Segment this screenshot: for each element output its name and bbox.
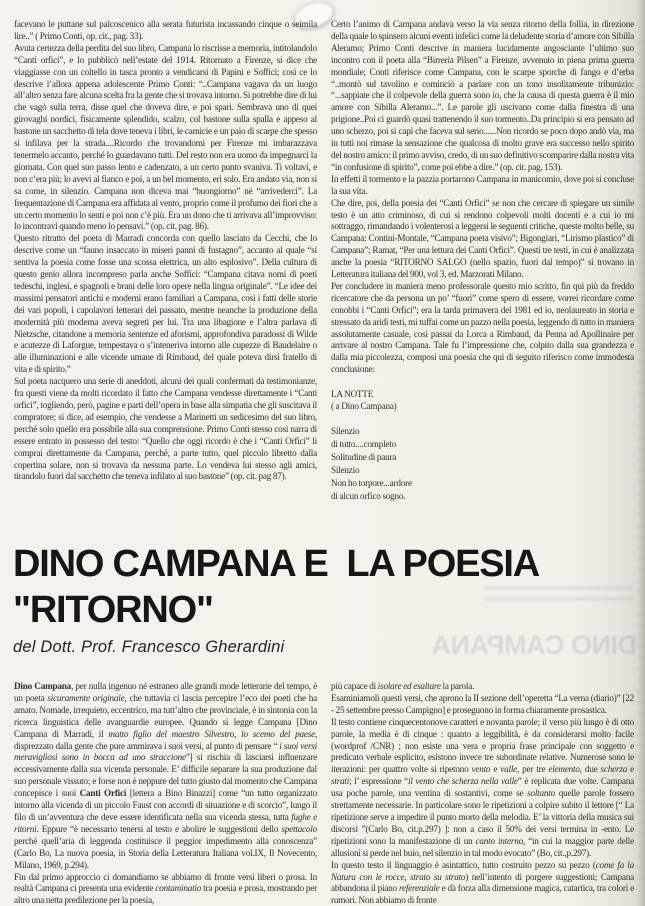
article-byline: del Dott. Prof. Francesco Gherardini [13,638,285,656]
paragraph [14,681,317,872]
text-run: Canti Orfici [79,788,127,799]
text-run: quelle parole fossero strettamente necessarie. In particolare sono le ripetizioni a colpire subito il lettore [“ La ripetizione serve a impedire il punto morto della melodia. E’ la vittoria della musica sui discorsi ”(Carlo Bo, cit.p.297) ]: non a caso il 50% dei versi termina in -ento. Le ripetizioni sono la manifestazione di un [331,788,634,846]
top-text-section [14,19,634,543]
paragraph [331,281,634,376]
text-run: isolare ed esaltare [377,681,441,691]
text-run: contaminatio [155,883,202,894]
top-right-paragraphs [331,19,634,376]
text-run: strati [331,776,350,787]
text-run: i suoi versi meravigliosi sono in bocca ad uno straccione [14,740,317,763]
poem-line: Solitudine di paura [331,452,397,462]
text-run: e [627,764,634,775]
paragraph [331,860,634,906]
poem-line: Non ho torpore...ardore [331,478,412,488]
text-run: , per tre [517,764,549,775]
text-run: , disprezzato dalla gente che pure ammirava i suoi versi, al punto di pensare “ [14,728,317,751]
text-run: , per nulla ingenuo né estraneo alle grandi mode letterarie del tempo, è un poeta [14,681,317,703]
bottom-right-column [331,681,634,906]
text-run: Il testo contiene cinquecentonove caratteri e novanta parole; il verso più lungo è di otto parole, la media è di cinque : quanto a leggibilità, è da considerarsi molto facile (wordprof /CNR) ; non esiste una vera e propria frase principale con soggetto e predicato verbale esplicito, esistono invece tre subordinate relative. Numerose sono le iterazioni: per quattro volte si ripetono [331,716,634,775]
poem-line: di alcun orfico sogno. [331,491,406,501]
paragraph [14,43,317,234]
text-run: Che dire, poi, della poesia dei “Canti Orfici” se non che cercare di spiegare un simile testo è un atto criminoso, di cui si rendono colpevoli molti docenti e a cui io mi sottraggo, rimandando i volenterosi a leggersi le seguenti critiche, queste molto belle, su Campana: Contini-Montale, “Campana poeta visivo”; Bigongiari, “Lirismo plastico” di Campana”; Ramat, “Per una lettura dei Canti Orfici”. Questi tre testi, in cui è analizzata anche la poesia “RITORNO SALGO (nello spazio, fuori dal tempo)” si trovano in Letteratura italiana del 900, vol 3, ed. Marzorati Milano. [331,197,634,280]
text-run: In effetti il tormento e la pazzia portarono Campana in manicomio, dove poi si concluse la sua vita. [331,173,634,196]
text-run: sicuramente originale [47,692,125,703]
text-run: Esaminiamoli questi versi, che aprono la II sezione dell’operetta “La verna (diario)” [22 - 25 settembre presso Campigno] e proseguono in forma chiaramente prosastica. [331,692,634,715]
paragraph [331,174,634,198]
article-title-block [13,541,634,657]
text-run: [lettera a Bino Binazzi] come “un tutto organizzato intorno alla vicenda di un piccolo Faust con accordi di situazione e di scorcio”, lungo il filo di un’avventura che deve essere identificata nella sua vicenda stessa, tutta [14,788,317,822]
text-run: vento [471,764,491,775]
paragraph [331,198,634,281]
text-run: elemento [548,764,580,775]
text-run: spettacolo [281,823,317,834]
paragraph [331,717,634,860]
text-run: Avuta certezza della perdita del suo libro, Campana lo riscrisse a memoria, intitolandolo “Canti orfici”, e lo pubblicò nell’estate del 1914. Ritornato a Firenze, si dice che viaggiasse con un coltello in tasca pronto a vendicarsi di Papini e Soffici; così ce lo descrive l’allora appena adolescente Primo Conti: “..Campana vagava da un luogo all’altro senza fare alcuna scelta fra la gente che si trovava intorno. Si potrebbe dire di lui che vagò sulla terra, disse quel che doveva dire, e poi sparì. Sembrava uno di quei girovaghi nordici, fisicamente splendido, scalzo, col bastone sulla spalla e appeso al bastone un sacchetto di tela dove teneva i libri, le camicie e un paio di scarpe che spesso si infilava per la strada....Ricordo che trovandomi per Firenze mi imbarazzava tenermelo accanto, perché lo guardavano tutti. Del resto non era uomo da impegnarci la giornata. Con quel suo passo lento e cadenzato, a un certo punto svaniva. Ti voltavi, e non c’era più; lo avevi al fianco e poi, a un bel momento, eri solo. Era andato via, non si sa come, in silenzio. Campana non diceva mai “buongiorno” né “arrivederci”. La frequentazione di Campana era affidata al vento, proprio come il profumo dei fiori che a un certo momento lo senti e poi non c’è più. Era un dono che ti arrivava all’improvviso: lo incontravi quando meno lo pensavi.” (op. cit. pag. 86). [14,42,317,232]
poem-line: Silenzio [331,426,360,436]
text-run: soltanto [527,788,555,799]
text-run: Per concludere in maniera meno professorale questo mio scritto, fin qui più da freddo ricercatore che da persona un po’ “fuori” come spero di essere, vorrei ricordare come conobbi i “Canti Orfici”; era la tarda primavera del 1981 ed io, neolaureato in storia e stressato da aridi testi, mi tuffai come un pazzo nella poesia, leggendo di tutto in maniera assolutamente casuale, così passai da Lorca a Rimbaud, da Penna ad Apollinaire per arrivare al nostro Campana. Tale fu l’impressione che, colpito dalla sua grandezza e dalla mia piccolezza, composi una poesia che qui di seguito riferisco come immodesta conclusione: [331,280,634,375]
bottom-text-section [14,681,634,906]
top-left-column [14,19,317,543]
article-title-line2: "RITORNO" [13,589,213,631]
text-run: perché quell’aria di leggenda costituisce il peggior impedimento alla conoscenza” (Carlo Bo, La nuova poesia, in Storia della Letteratura Italiana vol.IX, Il Novecento, Milano, 1969, p.294). [14,835,317,870]
text-run: ; l’ espressione “ [349,776,408,787]
article-title-line1: DINO CAMPANA E LA POESIA [13,543,539,585]
text-run: canto interno [475,835,523,846]
text-run: , “in cui la maggior parte delle allusioni si perde nel buio, nel silenzio in tal modo evocato” (Bo, cit.,p.297). [331,835,634,858]
text-run: ”] si rischia di lasciarsi influenzare eccessivamente dalla sua vicenda personale. E’ difficile separare la sua produzione dal suo personale vissuto; e forse non è neppure del tutto giusto dal momento che Campana concepisce i suoi [14,752,317,799]
text-run: , che tuttavia ci lascia percepire l’eco dei poeti che ha amato. Nomade, irrequieto, eccentrico, ma tutt’altro che provinciale, è in sintonia con la ricerca linguistica delle avanguardie europee. Quando si legge Campana [Dino Campana di Marradi, il [14,692,317,739]
paragraph [14,19,317,43]
ink-bleedthrough-strip [636,40,642,880]
text-run: In questo testo il linguaggio è asintattico, tutto costruito pezzo su pezzo ( [331,859,596,870]
text-run: , due [579,764,601,775]
text-run: il vento che scherza nella valle [407,776,518,787]
text-run: referenziale [398,883,440,894]
text-run: Questo ritratto del poeta di Marradi concorda con quello lasciato da Cecchi, che lo descrive come un “fauno insaccato in miseri panni di fustagno”, accanto al quale “si sentiva la poesia come fosse una scossa elettrica, un alto esplosivo”. Della cultura di questo genio allora incompreso parla anche Soffici: “Campana citava nomi di poeti tedeschi, inglesi, e spagnoli e brani delle loro opere nella lingua originale”. “Le idee dei massimi pensatori antichi e moderni erano familiari a Campana, così i fatti delle storie dei vari popoli, i capolavori letterari del passato, mentre neanche la produzione della modernità più moderna aveva segreti per lui. Tra una libagione e l’altra parlava di Nietzsche, citandone a memoria sentenze ed aforismi, approfondiva paradossi di Wilde e acutezze di Laforgue, tempestava o s’inteneriva intorno alle cupezze di Baudelaire o alle illuminazioni e alle vicende umane di Rimbaud, del quale poteva dirsi fratello di vita e di spirito.” [14,233,317,375]
paragraph [331,19,634,174]
poem-line: Silenzio [331,465,360,475]
text-run: e dà forza alla dimensione magica, catartica, tra colori e rumori. Non abbiamo di fronte [331,883,634,906]
text-run: matto figlio del maestro Silvestro, lo scemo del paese [108,728,315,739]
paragraph [331,693,634,717]
text-run: e [490,764,501,775]
poem-title: LA NOTTE [331,389,374,400]
bleedthrough-title-ghost: DINO CAMPANA [432,630,637,660]
text-run: la parola. [440,681,475,691]
text-run: Sul poeta nacquero una serie di aneddoti, alcuni dei quali confermati da testimonianze, fra questi viene da molti ricordato il fatto che Campana vendesse direttamente i “Canti orfici”, togliendo, però, pagine e parti dell’opera in base alla simpatia che gli suscitava il compratore; si dice, ad esempio, che vendesse a Marinetti un sedicesimo del suo libro, perché solo quello era possibile alla sua comprensione. Primo Conti stesso così narra di essere entrato in possesso del testo: “Quello che oggi ricordo è che i “Canti Orfici” li comprai direttamente da Campana, perché, a parte tutto, quel piccolo libretto dalla copertina solare, non si trovava da nessuna parte. Lo vendeva lui stesso agli amici, tirandolo fuori dal sacchetto che teneva infilato al suo bastone” (op. cit. pag 87). [14,376,317,482]
top-right-column [331,19,634,543]
text-run: Fin dal primo approccio ci domandiamo se abbiamo di fronte versi liberi o prosa. In realtà Campana ci presenta una evidente [14,871,317,894]
paragraph [331,681,634,693]
text-run: ” è replicata due volte. Campana usa poche parole, una ventina di sostantivi, come se [331,776,634,799]
paragraph [14,872,317,906]
text-run: scherza [600,764,628,775]
text-run: Dino Campana [14,681,72,691]
bottom-left-column [14,681,317,906]
text-run: tra poesia e prosa, mostrando per altro una netta predilezione per la poesia, [14,883,317,906]
text-run: valle [500,764,518,775]
poem-lines [331,425,634,503]
paragraph [14,376,317,483]
poem-block [331,389,634,503]
text-run: ) nell’intento di porgere suggestioni; Campana abbandona il piano [331,871,634,894]
paragraph [14,233,317,376]
text-run: Certo l’animo di Campana andava verso la via senza ritorno della follia, in direzione della quale lo spinsero alcuni eventi infelici come la deludente storia d’amore con Sibilla Aleramo; Primo Conti descrive in maniera lucidamente angosciante l’ultimo suo incontro con il poeta alla “Birreria Pilsen” a Firenze, avvenuto in piena prima guerra mondiale; Conti riferisce come Campana, con le scarpe sporche di fango e d’erba “..montò sul tavolino e cominciò a parlare con un tono insolitamente tribunizio: “...sappiate che il colpevole della guerra sono io, che la causa di questa guerra è il mio amore con Sibilla Aleramo...”. Le parole gli uscivano come dalla finestra di una prigione..Poi ci guardò quasi trattenendo il suo tormento..Da principio si era pensato ad uno scherzo, poi si capì che faceva sul serio......Non ricordo se poco dopo andò via, ma in tutti noi rimase la sensazione che qualcosa di molto grave era successo nello spirito del nostro amico: il primo avviso, credo, di un suo definitivo scomparire dalla nostra vita “in confusione di spirito”, come poi ebbe a dire.” (op. cit. pag. 153). [331,19,634,172]
text-run: facevano le puttane sul palcoscenico alla serata futurista incassando cinque o seimila lire..” ( Primo Conti, op. cit., pag. 33). [14,19,317,41]
poem-line: di tutto....completo [331,439,396,449]
text-run: come fa la Natura con le rocce, strato su strato [331,859,634,882]
poem-dedication: ( a Dino Campana) [331,401,397,412]
text-run: più capace di [331,681,378,691]
text-run: fughe e ritorni [14,811,317,834]
text-run: . Eppure “è necessario tenersi al testo e abolire le suggestioni dello [36,823,282,834]
